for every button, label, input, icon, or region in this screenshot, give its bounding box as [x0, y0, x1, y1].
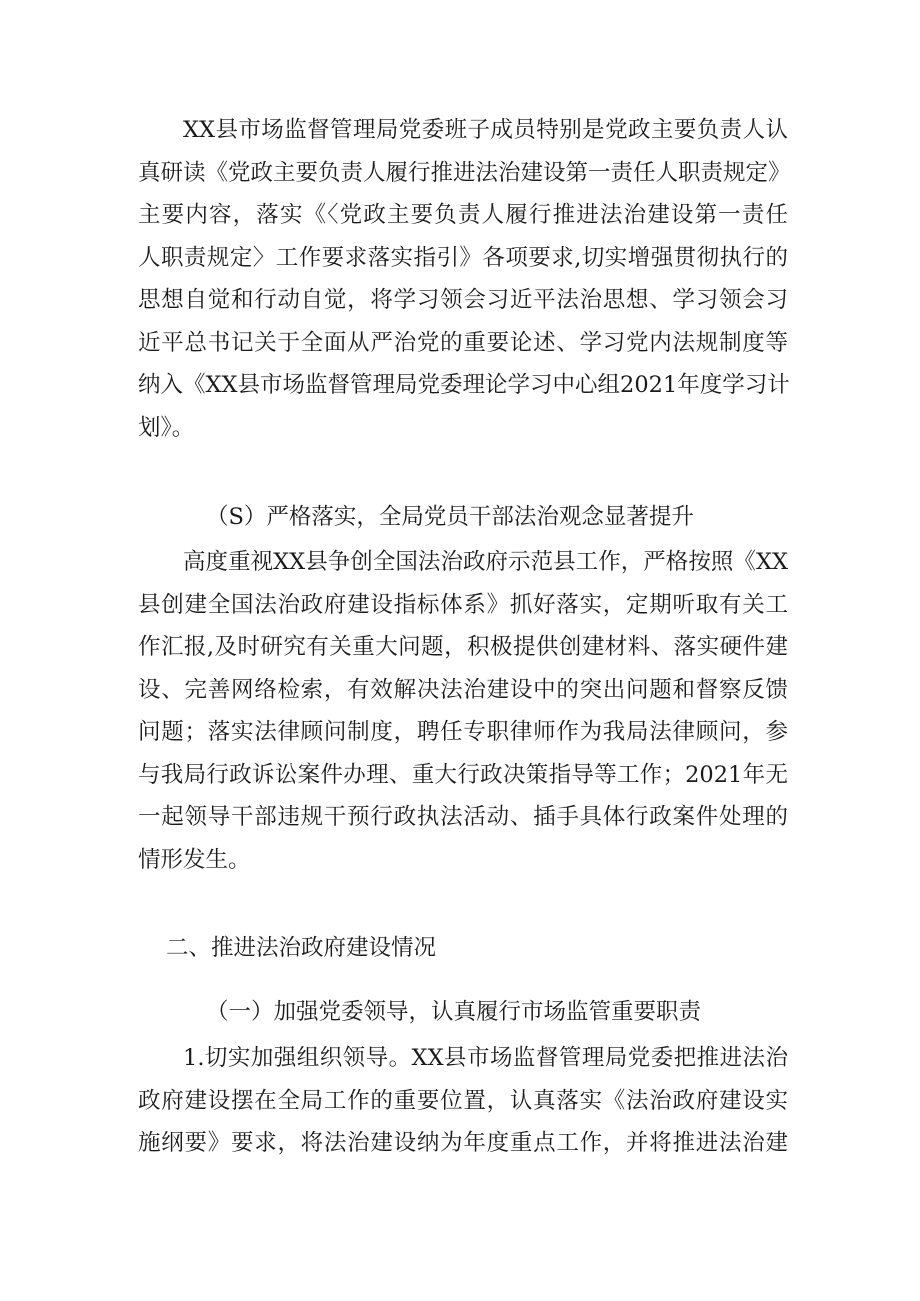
text-line: 政府建设摆在全局工作的重要位置，认真落实《法治政府建设实	[138, 1087, 788, 1114]
section-heading-strict-implementation	[138, 496, 788, 539]
text-line: 真研读《党政主要负责人履行推进法治建设第一责任人职责规定》	[138, 159, 791, 186]
heading-line: （一）加强党委领导，认真履行市场监管重要职责	[206, 999, 702, 1025]
heading-line: 二、推进法治政府建设情况	[166, 935, 437, 961]
subsection-heading-party-leadership	[138, 991, 788, 1034]
text-line: 设、完善网络检索，有效解决法治建设中的突出问题和督察反馈	[138, 676, 788, 703]
text-line: 问题；落实法律顾问制度，聘任专职律师作为我局法律顾问，参	[138, 719, 788, 745]
text-line: 一起领导干部违规干预行政执法活动、插手具体行政案件处理的	[138, 804, 788, 830]
heading-line: （S）严格落实，全局党员干部法治观念显著提升	[206, 504, 694, 530]
section-heading-law-based-government	[138, 927, 788, 970]
text-line: 施纲要》要求，将法治建设纳为年度重点工作，并将推进法治建	[138, 1130, 788, 1156]
text-line: 划》。	[138, 414, 195, 441]
text-line: 情形发生。	[138, 846, 251, 873]
paragraph-rule-of-law-demonstration	[138, 541, 788, 881]
text-line: 思想自觉和行动自觉，将学习领会习近平法治思想、学习领会习	[138, 287, 788, 313]
text-line: XX县市场监督管理局党委班子成员特别是党政主要负责人认	[183, 117, 788, 143]
text-line: 纳入《XX县市场监督管理局党委理论学习中心组2021年度学习计	[138, 372, 790, 398]
paragraph-party-committee-study	[138, 109, 791, 449]
text-line: 县创建全国法治政府建设指标体系》抓好落实，定期听取有关工	[138, 591, 788, 618]
text-line: 人职责规定〉工作要求落实指引》各项要求,切实增强贯彻执行的	[138, 244, 788, 271]
text-line: 高度重视XX县争创全国法治政府示范县工作，严格按照《XX	[183, 549, 788, 575]
text-line: 近平总书记关于全面从严治党的重要论述、学习党内法规制度等	[138, 329, 788, 356]
text-line: 主要内容，落实《〈党政主要负责人履行推进法治建设第一责任	[138, 202, 788, 228]
paragraph-organizational-leadership	[138, 1037, 788, 1165]
text-line: 1.切实加强组织领导。XX县市场监督管理局党委把推进法治	[183, 1045, 788, 1071]
text-line: 作汇报,及时研究有关重大问题，积极提供创建材料、落实硬件建	[138, 634, 788, 660]
text-line: 与我局行政诉讼案件办理、重大行政决策指导等工作；2021年无	[138, 761, 788, 788]
